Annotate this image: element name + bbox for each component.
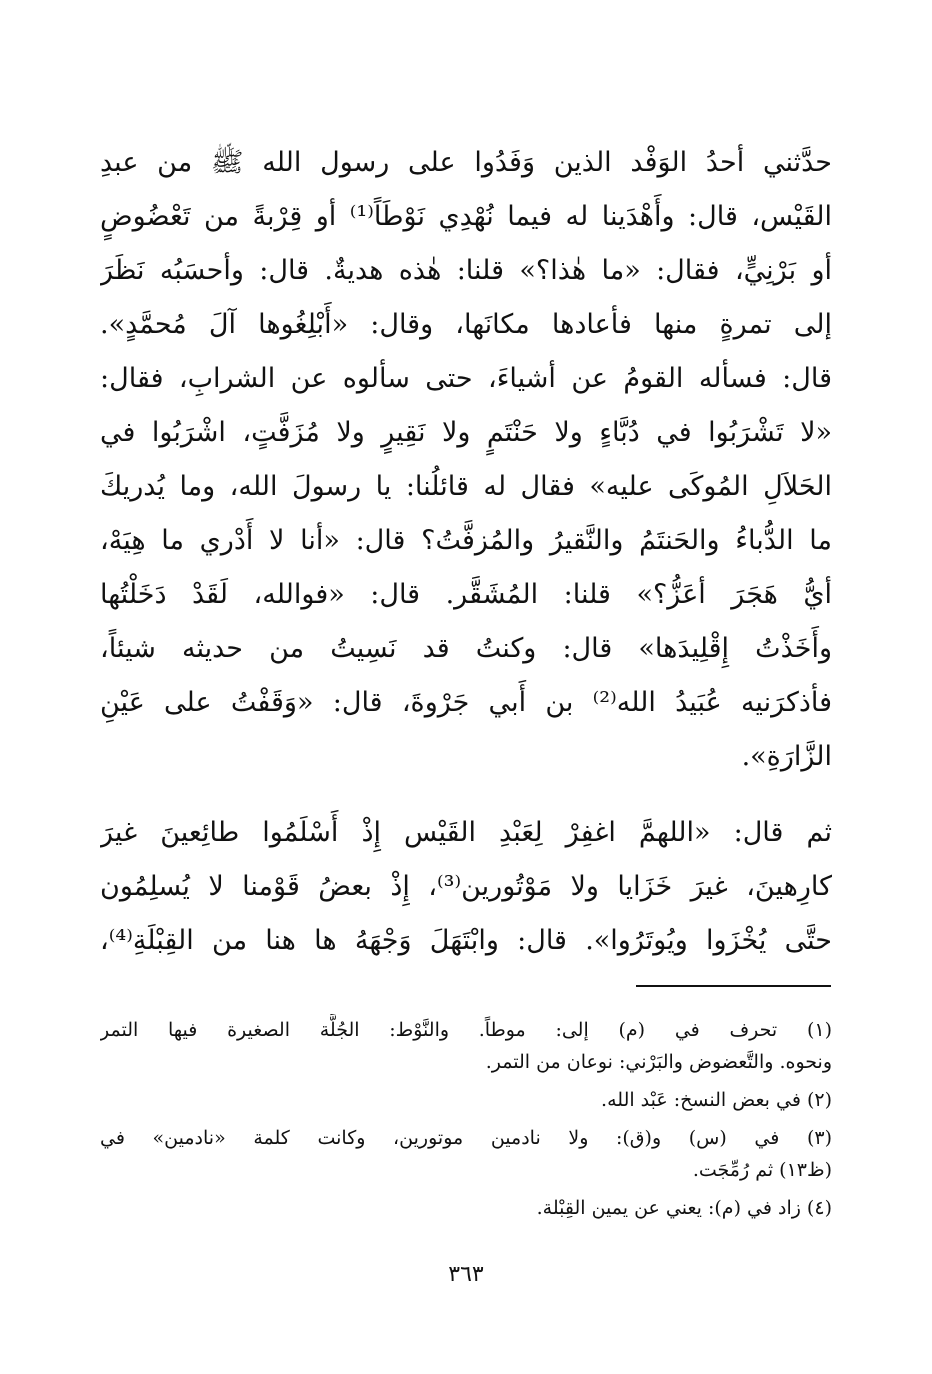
paragraph-1	[100, 136, 832, 784]
text-line: حتَّى يُخْزَوا ويُوتَرُوا». قال: وابْتَهَلَ وَجْهَهُ ها هنا من القِبْلَةِ⁽⁴⁾،	[100, 925, 832, 956]
text-line: ما الدُّباءُ والحَنتَمُ والنَّقيرُ والمُزفَّتُ؟ قال: «أنا لا أَدْري ما هِيَهْ،	[100, 525, 832, 556]
paragraph-2	[100, 806, 832, 968]
text-line: حدَّثني أحدُ الوَفْد الذين وَفَدُوا على رسول الله ﷺ من عبدِ	[100, 147, 832, 178]
text-line: كارِهينَ، غيرَ خَزَايا ولا مَوْتُورين⁽³⁾، إِذْ بعضُ قَوْمنا لا يُسلِمُون	[100, 871, 832, 902]
page-number: ٣٦٣	[448, 1262, 484, 1287]
text-line: فأذكرَنيه عُبَيدُ الله⁽²⁾ بن أَبي جَرْوةَ، قال: «وَقَفْتُ على عَيْنِ	[100, 687, 832, 718]
text-line: أو بَرْنِيٍّ، فقال: «ما هٰذا؟» قلنا: هٰذه هديةٌ. قال: وأحسَبُه نَظَرَ	[100, 255, 832, 286]
text-line: الحَلاَلِ المُوكَى عليه» فقال له قائلُنا: يا رسولَ الله، وما يُدريكَ	[100, 471, 832, 502]
text-line: «لا تَشْرَبُوا في دُبَّاءٍ ولا حَنْتَمٍ ولا نَقِيرٍ ولا مُزَفَّتٍ، اشْرَبُوا في	[100, 417, 832, 448]
text-line: قال: فسأله القومُ عن أشياءَ، حتى سألوه عن الشرابِ، فقال:	[100, 363, 832, 394]
text-line: أيُّ هَجَرَ أعَزُّ؟» قلنا: المُشَقَّر. قال: «فوالله، لَقَدْ دَخَلْتُها	[100, 579, 832, 610]
text-line: وأَخَذْتُ إِقْلِيدَها» قال: وكنتُ قد نَسِيتُ من حديثه شيئاً،	[100, 633, 832, 664]
text-line: القَيْس، قال: وأَهْدَينا له فيما نُهْدِي نَوْطَاً⁽¹⁾ أو قِرْبةً من تَعْضُوضٍ	[100, 201, 832, 232]
main-text	[100, 136, 832, 968]
footnotes	[100, 1014, 832, 1230]
footnote-line: (ظ١٣) ثم رُمِّجَت.	[692, 1159, 832, 1181]
footnote-3	[100, 1122, 832, 1186]
footnote-line: (١) تحرف في (م) إلى: موطاً. والنَّوْط: الجُلَّة الصغيرة فيها التمر	[100, 1019, 832, 1041]
footnote-line: (٢) في بعض النسخ: عَبْد الله.	[601, 1089, 832, 1111]
footnote-line: (٣) في (س) و(ق): ولا نادمين موتورين، وكانت كلمة «نادمين» في	[100, 1127, 832, 1149]
footnote-2	[100, 1084, 832, 1116]
footnote-line: (٤) زاد في (م): يعني عن يمين القِبْلة.	[536, 1197, 832, 1219]
footnote-separator	[636, 985, 831, 987]
footnote-line: ونحوه. والتَّعضوض والبَرْني: نوعان من التمر.	[485, 1051, 832, 1073]
footnote-1	[100, 1014, 832, 1078]
text-line: ثم قال: «اللهمَّ اغفِرْ لِعَبْدِ القَيْس إِذْ أَسْلَمُوا طائِعينَ غيرَ	[100, 817, 832, 848]
footnote-4	[100, 1192, 832, 1224]
text-line: الزَّارَةِ».	[741, 741, 832, 772]
text-line: إلى تمرةٍ منها فأعادها مكانَها، وقال: «أَبْلِغُوها آلَ مُحمَّدٍ».	[100, 309, 832, 340]
